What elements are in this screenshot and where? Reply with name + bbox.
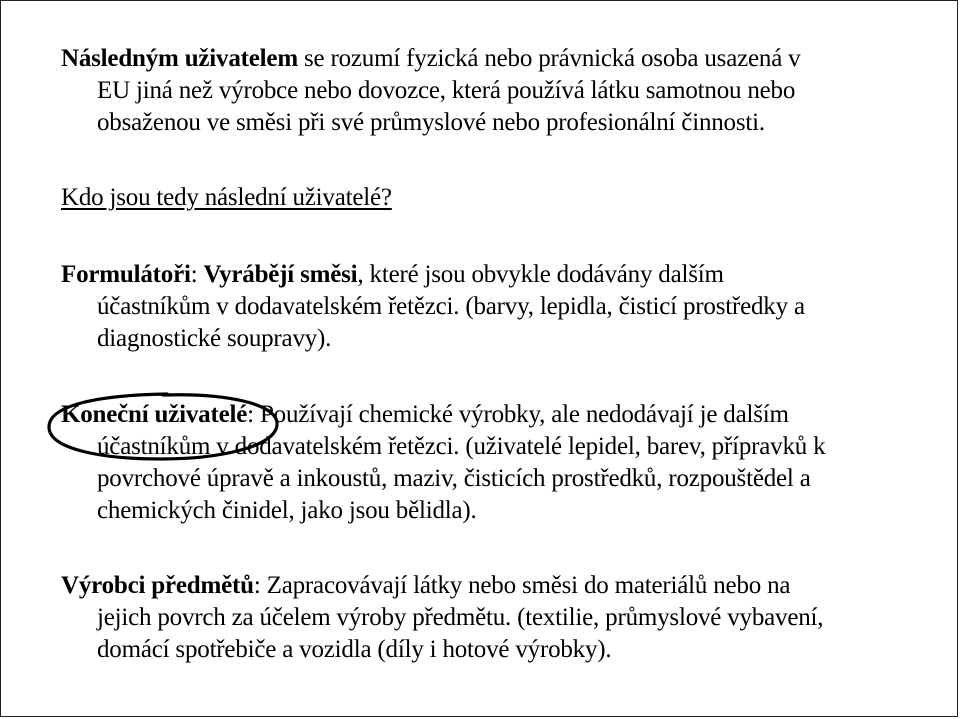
formulators-line-3: diagnostické soupravy). [97, 325, 332, 352]
definition-line-1 [61, 43, 921, 75]
question-heading [61, 182, 921, 214]
definition-paragraph [61, 43, 921, 139]
article-producers-line-3: domácí spotřebiče a vozidla (díly i hotové výrobky). [97, 636, 612, 663]
formulators-line-1 [61, 259, 921, 291]
definition-line-2: EU jiná než výrobce nebo dovozce, která používá látku samotnou nebo [97, 77, 796, 104]
question-text: Kdo jsou tedy následní uživatelé? [61, 184, 392, 211]
formulators-term: Formulátoři [61, 261, 191, 288]
end-users-term: Koneční uživatelé [61, 401, 248, 428]
article-producers-line-1 [61, 570, 921, 602]
article-producers-paragraph [61, 570, 921, 666]
formulators-line-1-text: , které jsou obvykle dodávány dalším [357, 261, 724, 288]
end-users-line-3: povrchové úpravě a inkoustů, maziv, čisticích prostředků, rozpouštědel a [97, 465, 811, 492]
end-users-line-2: účastníkům v dodavatelském řetězci. (uživatelé lepidel, barev, přípravků k [97, 433, 826, 460]
article-producers-line-1-text: : Zapracovávají látky nebo směsi do materiálů nebo na [253, 572, 791, 599]
formulators-paragraph [61, 259, 921, 355]
end-users-line-4: chemických činidel, jako jsou bělidla). [97, 497, 477, 524]
article-producers-line-2: jejich povrch za účelem výroby předmětu. (textilie, průmyslové vybavení, [97, 604, 824, 631]
definition-line-3: obsaženou ve směsi při své průmyslové nebo profesionální činnosti. [97, 109, 765, 136]
end-users-paragraph [61, 399, 921, 527]
definition-line-1-text: se rozumí fyzická nebo právnická osoba usazená v [297, 45, 801, 72]
article-producers-term: Výrobci předmětů [61, 572, 254, 599]
formulators-line-2: účastníkům v dodavatelském řetězci. (barvy, lepidla, čisticí prostředky a [97, 293, 805, 320]
end-users-line-1 [61, 399, 921, 431]
definition-term: Následným uživatelem [61, 45, 298, 72]
formulators-bold-phrase: Vyrábějí směsi [203, 261, 358, 288]
formulators-separator: : [190, 261, 204, 288]
end-users-line-1-text: : Používají chemické výrobky, ale nedodávají je dalším [247, 401, 789, 428]
